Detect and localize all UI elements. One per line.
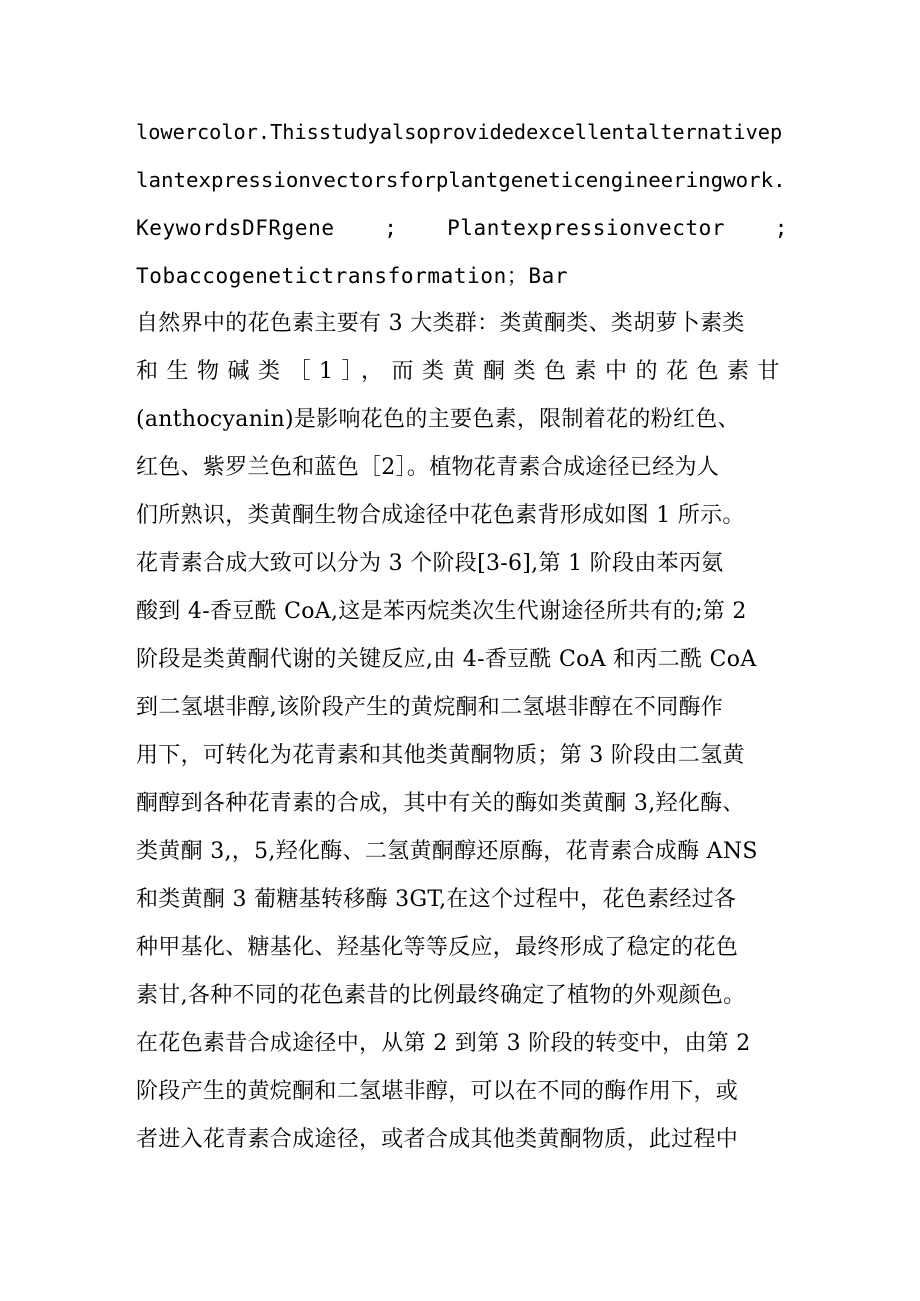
body-line-7: 酸到 4-香豆酰 CoA,这是苯丙烷类次生代谢途径所共有的;第 2 xyxy=(136,599,747,624)
body-line-5: 们所熟识，类黄酮生物合成途径中花色素背形成如图 1 所示。 xyxy=(136,503,745,528)
body-line-15: 素甘,各种不同的花色素昔的比例最终确定了植物的外观颜色。 xyxy=(136,983,746,1008)
body-line-6: 花青素合成大致可以分为 3 个阶段[3-6],第 1 阶段由苯丙氨 xyxy=(136,551,724,576)
body-line-1: 自然界中的花色素主要有 3 大类群：类黄酮类、类胡萝卜素类 xyxy=(136,311,745,336)
keyword-separator: ; xyxy=(774,216,788,240)
keyword-plant-expression-vector: Plantexpressionvector xyxy=(447,216,726,240)
body-line-10: 用下，可转化为花青素和其他类黄酮物质；第 3 阶段由二氢黄 xyxy=(136,743,745,768)
body-line-2: 和生物碱类［1］，而类黄酮类色素中的花色素甘 xyxy=(136,359,788,384)
body-line-9: 到二氢堪非醇,该阶段产生的黄烷酮和二氢堪非醇在不同酶作 xyxy=(136,695,724,720)
body-line-8: 阶段是类黄酮代谢的关键反应,由 4-香豆酰 CoA 和丙二酰 CoA xyxy=(136,647,757,672)
body-line-3: (anthocyanin)是影响花色的主要色素，限制着花的粉红色、 xyxy=(136,407,740,432)
abstract-line-4: Tobaccogenetictransformation；Bar xyxy=(136,264,569,288)
abstract-line-2: lantexpressionvectorsforplantgeneticengineeringwork. xyxy=(136,168,786,192)
body-line-18: 者进入花青素合成途径，或者合成其他类黄酮物质，此过程中 xyxy=(136,1127,739,1152)
body-line-11: 酮醇到各种花青素的合成，其中有关的酶如类黄酮 3,羟化酶、 xyxy=(136,791,745,816)
body-line-4: 红色、紫罗兰色和蓝色［2］。植物花青素合成途径已经为人 xyxy=(136,455,720,480)
body-line-12: 类黄酮 3,，5,羟化酶、二氢黄酮醇还原酶，花青素合成酶 ANS xyxy=(136,839,758,864)
body-line-13: 和类黄酮 3 葡糖基转移酶 3GT,在这个过程中，花色素经过各 xyxy=(136,887,737,912)
keywords-line xyxy=(136,210,788,246)
abstract-line-1: lowercolor.Thisstudyalsoprovidedexcellentalternativep xyxy=(136,120,783,144)
body-line-14: 种甲基化、糖基化、羟基化等等反应，最终形成了稳定的花色 xyxy=(136,935,739,960)
keyword-separator: ; xyxy=(384,216,398,240)
keyword-dfr-gene: KeywordsDFRgene xyxy=(136,216,335,240)
body-line-16: 在花色素昔合成途径中，从第 2 到第 3 阶段的转变中，由第 2 xyxy=(136,1031,751,1056)
body-line-17: 阶段产生的黄烷酮和二氢堪非醇，可以在不同的酶作用下，或 xyxy=(136,1079,739,1104)
